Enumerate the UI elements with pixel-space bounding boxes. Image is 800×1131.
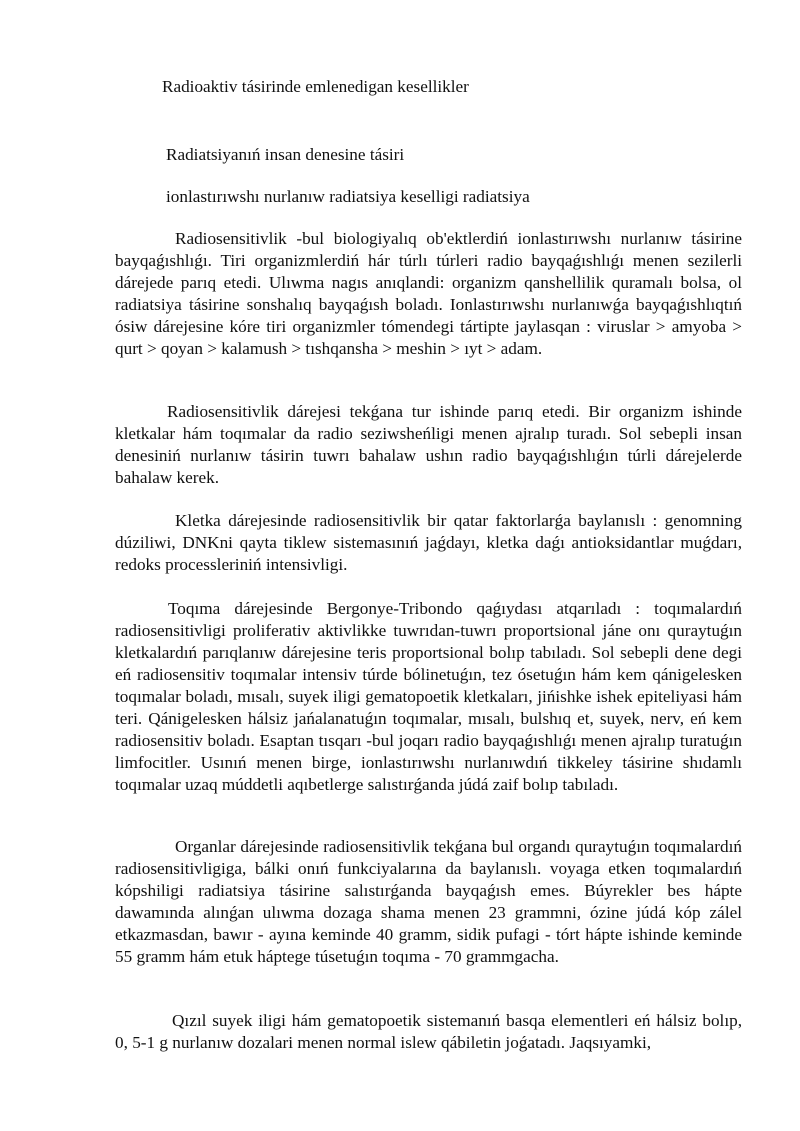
- paragraph-cell-level: Kletka dárejesinde radiosensitivlik bir qatar faktorlarǵa baylanıslı : genomning dúziliwi, DNKni qayta tiklew sistemasınıń jaǵdayı, kletka daǵı antioksidantlar muǵdarı, redoks processleriniń intensivligi.: [115, 511, 742, 574]
- paragraph-radiosensitivity-definition: Radiosensitivlik -bul biologiyalıq ob'ektlerdiń ionlastırıwshı nurlanıw tásirine bayqaǵıshlıǵı. Tiri organizmlerdiń hár túrlı túrleri radio bayqaǵıshlıǵı menen sezilerli dárejede parıq etedi. Ulıwma nagıs anıqlandi: organizm qanshellilik quramalı bolsa, ol radiatsiya tásirine sonshalıq bayqaǵısh boladı. Ionlastırıwshı nurlanıwǵa bayqaǵıshlıqtıń ósiw dárejesine kóre tiri organizmler tómendegi tártipte jaylasqan : viruslar > amyoba > qurt > qoyan > kalamush > tıshqansha > meshin > ıyt > adam.: [115, 229, 742, 358]
- paragraph-radiosensitivity-levels: Radiosensitivlik dárejesi tekǵana tur ishinde parıq etedi. Bir organizm ishinde kletkalar hám toqımalar da radio seziwsheńligi menen ajralıp turadı. Sol sebepli insan denesiniń nurlanıw tásirin tuwrı bahalaw ushın radio bayqaǵıshlıǵın túrli dárejelerde bahalaw kerek.: [115, 402, 742, 487]
- paragraph-tissue-level: Toqıma dárejesinde Bergonye-Tribondo qaǵıydası atqarıladı : toqımalardıń radiosensitivligi proliferativ aktivlikke tuwrıdan-tuwrı proportsional jáne onı quraytuǵın kletkalardıń parıqlanıw dárejesine teris proportsional bolıp tabıladı. Sol sebepli dene degi eń radiosensitiv toqımalar intensiv túrde bólinetuǵın, tez ósetuǵın hám kem qánigelesken toqımalar boladı, mısalı, suyek iligi gematopoetik kletkaları, jińishke ishek epiteliyasi hám teri. Qánigelesken hálsiz jańalanatuǵın toqımalar, mısalı, bulshıq et, suyek, nerv, eń kem radiosensitiv boladı. Esaptan tısqarı -bul joqarı radio bayqaǵıshlıǵı menen ajralıp turatuǵın limfocitler. Usınıń menen birge, ionlastırıwshı nurlanıwdıń tikkeley tásirine shıdamlı toqımalar uzaq múddetli aqıbetlerge salıstırǵanda júdá zaif bolıp tabıladı.: [115, 599, 742, 794]
- paragraph-organ-level: Organlar dárejesinde radiosensitivlik tekǵana bul organdı quraytuǵın toqımalardıń radiosensitivligiga, bálki onıń funkciyalarına da baylanıslı. voyaga etken toqımalardıń kópshiligi radiatsiya tásirine salıstırǵanda bayqaǵısh emes. Búyrekler bes hápte dawamında alınǵan ulıwma dozaga shama menen 23 grammni, ózine júdá kóp zálel etkazmasdan, bawır - ayına keminde 40 gramm, sidik pufagi - tórt hápte ishinde keminde 55 gramm hám etuk háptege túsetuǵın toqıma - 70 grammgacha.: [115, 837, 742, 966]
- paragraph-bone-marrow: Qızıl suyek iligi hám gematopoetik sistemanıń basqa elementleri eń hálsiz bolıp, 0, 5-1 g nurlanıw dozalari menen normal islew qábiletin joǵatadı. Jaqsıyamki,: [115, 1011, 742, 1052]
- subtitle-radiation-effect: Radiatsiyanıń insan denesine tásiri: [166, 145, 405, 164]
- document-title: Radioaktiv tásirinde emlenedigan kesellikler: [162, 77, 469, 96]
- subtitle-radiation-sickness: ionlastırıwshı nurlanıw radiatsiya keselligi radiatsiya: [166, 187, 530, 206]
